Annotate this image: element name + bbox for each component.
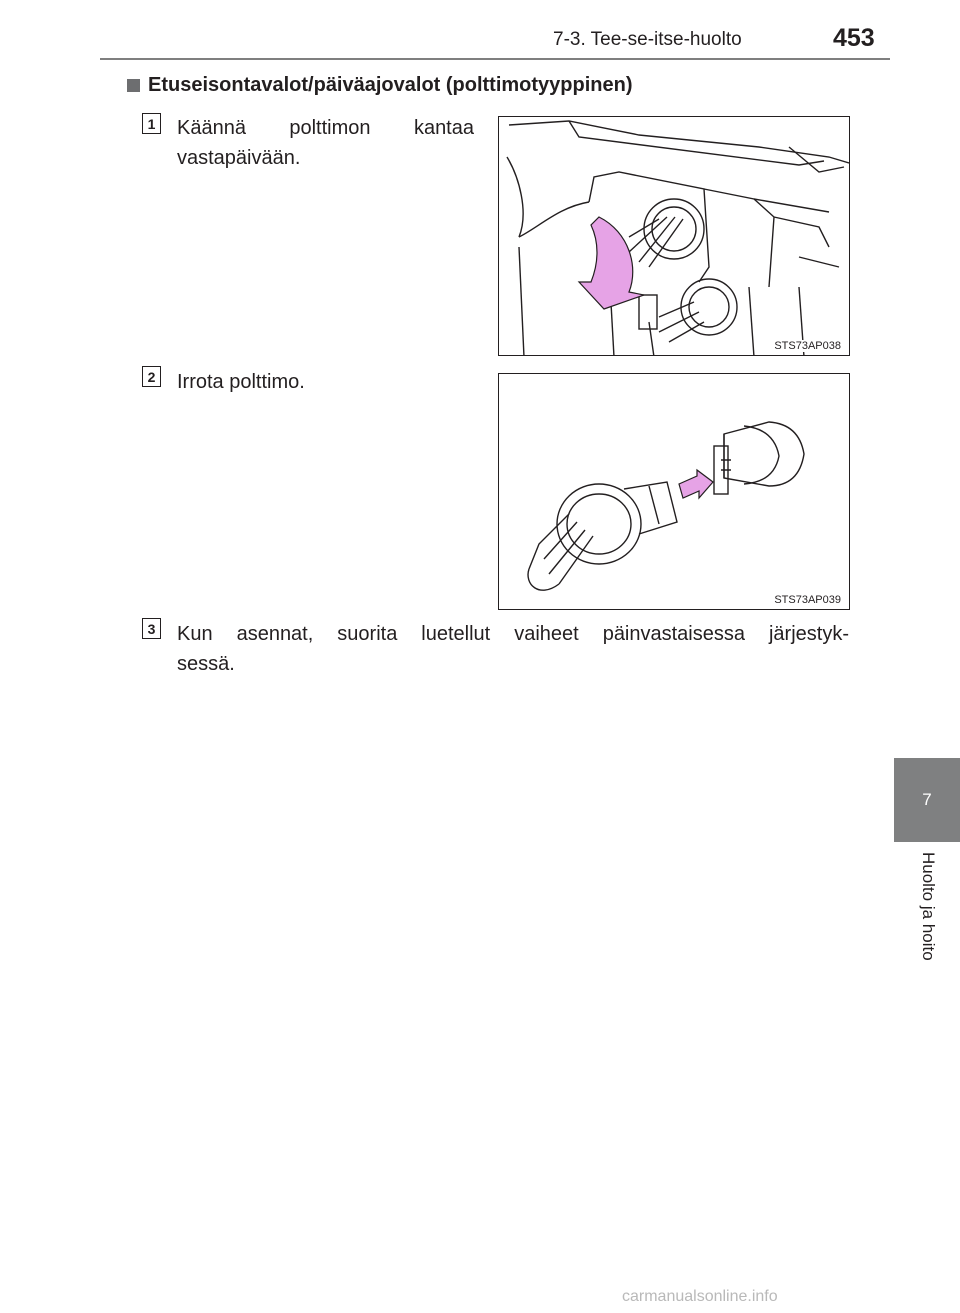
bullet-square-icon: [127, 79, 140, 92]
section-heading: [127, 74, 633, 97]
step-number-3: 3: [142, 618, 161, 639]
figure-code-1: STS73AP038: [774, 340, 841, 352]
bulb-removal-illustration: [499, 374, 850, 610]
step-1-text: [177, 113, 474, 173]
section-heading-text: Etuseisontavalot/päiväajovalot (polttimotyyppinen): [148, 74, 633, 96]
figure-bulb-socket-rotate: [498, 116, 850, 356]
step-number-1: 1: [142, 113, 161, 134]
page-number: 453: [833, 24, 875, 52]
step-1-text-line1: Käännä polttimon kantaa: [177, 117, 474, 139]
step-3-text: [177, 619, 849, 679]
step-number-2: 2: [142, 366, 161, 387]
chapter-number: 7: [922, 790, 932, 809]
figure-bulb-removal: [498, 373, 850, 610]
socket-illustration: [499, 117, 850, 356]
header-rule: [100, 58, 890, 60]
step-3-text-line2: sessä.: [177, 653, 235, 675]
chapter-title: Huolto ja hoito: [919, 852, 938, 961]
figure-code-2: STS73AP039: [774, 594, 841, 606]
watermark: carmanualsonline.info: [622, 1288, 778, 1305]
step-1-text-line2: vastapäivään.: [177, 147, 301, 169]
step-2-text: Irrota polttimo.: [177, 371, 305, 393]
step-3-text-line1: Kun asennat, suorita luetellut vaiheet päinvastaisessa järjestyk-: [177, 623, 849, 645]
running-header-section: 7-3. Tee-se-itse-huolto: [553, 29, 742, 50]
chapter-tab: [894, 758, 960, 842]
